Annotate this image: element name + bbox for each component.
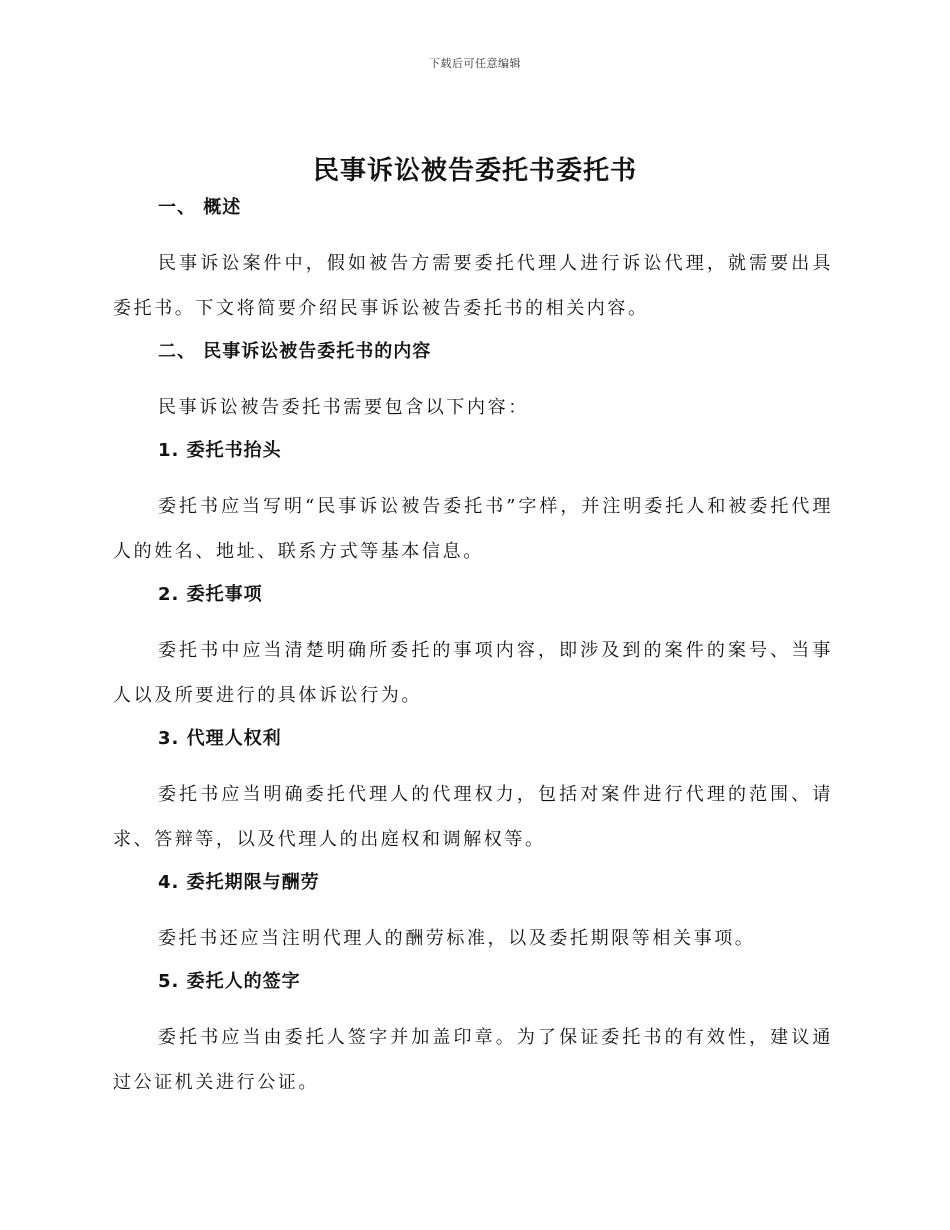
section-heading: 一、 概述 bbox=[158, 197, 242, 218]
subsection-heading: 4. 委托期限与酬劳 bbox=[158, 872, 320, 893]
section-agent-rights bbox=[113, 724, 833, 862]
section-paragraph: 委托书中应当清楚明确所委托的事项内容，即涉及到的案件的案号、当事人以及所要进行的具体诉讼行为。 bbox=[113, 640, 833, 706]
subsection-heading: 1. 委托书抬头 bbox=[158, 440, 282, 461]
section-matters bbox=[113, 580, 833, 718]
subsection-heading: 2. 委托事项 bbox=[158, 584, 263, 605]
section-header-item bbox=[113, 436, 833, 574]
section-paragraph: 民事诉讼被告委托书需要包含以下内容： bbox=[158, 397, 529, 418]
section-paragraph: 委托书应当明确委托代理人的代理权力，包括对案件进行代理的范围、请求、答辩等，以及代理人的出庭权和调解权等。 bbox=[113, 784, 833, 850]
subsection-heading: 3. 代理人权利 bbox=[158, 728, 282, 749]
page-header-note: 下载后可任意编辑 bbox=[429, 57, 521, 70]
document-title: 民事诉讼被告委托书委托书 bbox=[312, 156, 637, 186]
section-contents bbox=[113, 337, 833, 430]
section-overview bbox=[113, 193, 833, 331]
section-paragraph: 委托书应当写明“民事诉讼被告委托书”字样，并注明委托人和被委托代理人的姓名、地址、联系方式等基本信息。 bbox=[113, 496, 833, 562]
section-paragraph: 委托书应当由委托人签字并加盖印章。为了保证委托书的有效性，建议通过公证机关进行公证。 bbox=[113, 1027, 833, 1093]
document-body bbox=[113, 193, 833, 1111]
section-paragraph: 民事诉讼案件中，假如被告方需要委托代理人进行诉讼代理，就需要出具委托书。下文将简要介绍民事诉讼被告委托书的相关内容。 bbox=[113, 253, 833, 319]
section-paragraph: 委托书还应当注明代理人的酬劳标准，以及委托期限等相关事项。 bbox=[158, 928, 756, 949]
section-heading: 二、 民事诉讼被告委托书的内容 bbox=[158, 341, 432, 362]
section-signature bbox=[113, 967, 833, 1105]
section-term-fee bbox=[113, 868, 833, 961]
subsection-heading: 5. 委托人的签字 bbox=[158, 971, 301, 992]
